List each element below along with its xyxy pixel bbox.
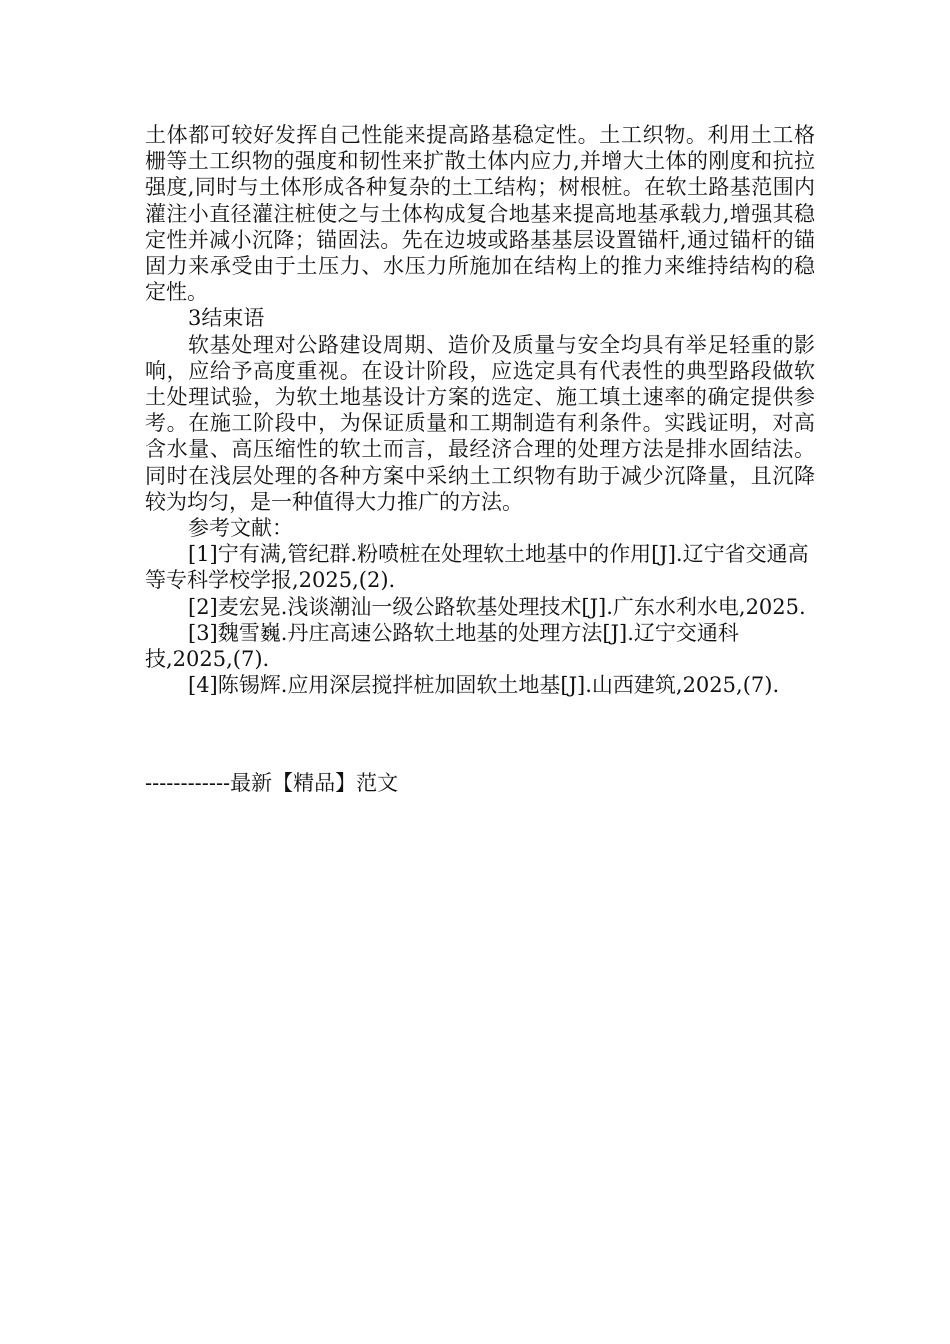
reference-item: [3]魏雪巍.丹庄高速公路软土地基的处理方法[J].辽宁交通科技,2025,(7). [145,620,739,672]
reference-list [145,541,815,698]
reference-item: [2]麦宏晃.浅谈潮汕一级公路软基处理技术[J].广东水利水电,2025. [188,594,806,619]
intro-paragraph: 土体都可较好发挥自己性能来提高路基稳定性。土工织物。利用土工格栅等土工织物的强度和韧性来扩散土体内应力,并增大土体的刚度和抗拉强度,同时与土体形成各种复杂的土工结构；树根桩。在软土路基范围内灌注小直径灌注桩使之与土体构成复合地基来提高地基承载力,增强其稳定性并减小沉降；锚固法。先在边坡或路基基层设置锚杆,通过锚杆的锚固力来承受由于土压力、水压力所施加在结构上的推力来维持结构的稳定性。 [145,123,815,305]
footer-tagline: ------------最新【精品】范文 [145,771,399,795]
reference-item: [1]宁有满,管纪群.粉喷桩在处理软土地基中的作用[J].辽宁省交通高等专科学校学报,2025,(2). [145,542,809,593]
section-heading: 3结束语 [188,306,265,331]
document-body [145,122,815,698]
references-heading: 参考文献： [188,516,293,541]
conclusion-paragraph: 软基处理对公路建设周期、造价及质量与安全均具有举足轻重的影响，应给予高度重视。在设计阶段，应选定具有代表性的典型路段做软土处理试验，为软土地基设计方案的选定、施工填土速率的确定提供参考。在施工阶段中，为保证质量和工期制造有利条件。实践证明，对高含水量、高压缩性的软土而言，最经济合理的处理方法是排水固结法。同时在浅层处理的各种方案中采纳土工织物有助于减少沉降量，且沉降较为均匀，是一种值得大力推广的方法。 [145,332,815,514]
reference-item: [4]陈锡辉.应用深层搅拌桩加固软土地基[J].山西建筑,2025,(7). [188,673,780,698]
